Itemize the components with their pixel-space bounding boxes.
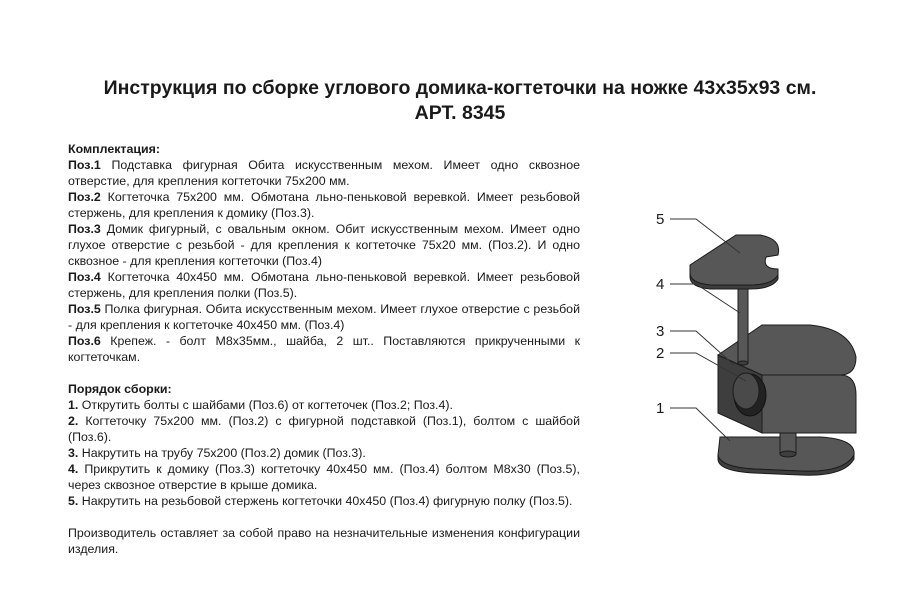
position-label-5: 5	[656, 211, 665, 228]
kit-item-pos: Поз.2	[68, 190, 101, 204]
kit-item-pos: Поз.3	[68, 222, 101, 236]
step-number: 5.	[68, 494, 79, 508]
step-text: Открутить болты с шайбами (Поз.6) от когтеточек (Поз.2; Поз.4).	[78, 398, 453, 412]
section-gap	[68, 509, 580, 525]
assembly-step-5	[68, 493, 580, 509]
kit-item-text: Подставка фигурная Обита искусственным мехом. Имеет одно сквозное отверстие, для крепления когтеточки 75х200 мм.	[68, 158, 580, 188]
step-number: 1.	[68, 398, 79, 412]
top-shelf	[690, 235, 779, 285]
step-number: 2.	[68, 414, 79, 428]
assembly-step-3	[68, 445, 580, 461]
kit-item-pos: Поз.6	[68, 334, 101, 348]
title-line-2: АРТ. 8345	[414, 102, 506, 124]
title-line-1: Инструкция по сборке углового домика-когтеточки на ножке 43х35х93 см.	[103, 77, 817, 99]
footer-note: Производитель оставляет за собой право на незначительные изменения конфигурации изделия.	[68, 526, 580, 556]
step-text: Прикрутить к домику (Поз.3) когтеточку 40х450 мм. (Поз.4) болтом М8х30 (Поз.5), через сквозное отверстие в крыше домика.	[68, 462, 580, 492]
kit-item-pos: Поз.1	[68, 158, 101, 172]
kit-item-pos: Поз.4	[68, 270, 101, 284]
assembly-step-4	[68, 461, 580, 493]
page-title	[0, 76, 920, 126]
position-label-4: 4	[656, 276, 665, 293]
lower-post-bottom	[780, 451, 796, 457]
step-text: Когтеточку 75х200 мм. (Поз.2) с фигурной подставкой (Поз.1), болтом с шайбой (Поз.6).	[68, 414, 580, 444]
kit-item-3	[68, 221, 580, 269]
step-text: Накрутить на трубу 75х200 (Поз.2) домик (Поз.3).	[78, 446, 366, 460]
position-label-1: 1	[656, 400, 665, 417]
upper-post-bottom	[738, 361, 748, 365]
assembly-step-2	[68, 413, 580, 445]
step-number: 3.	[68, 446, 79, 460]
kit-item-6	[68, 333, 580, 365]
kit-item-text: Когтеточка 75х200 мм. Обмотана льно-пеньковой веревкой. Имеет резьбовой стержень, для крепления к домику (Поз.3).	[68, 190, 580, 220]
step-number: 4.	[68, 462, 79, 476]
kit-item-4	[68, 269, 580, 301]
kit-item-1	[68, 157, 580, 189]
cat-tree-illustration	[650, 205, 870, 485]
kit-item-pos: Поз.5	[68, 302, 101, 316]
kit-item-5	[68, 301, 580, 333]
assembly-diagram	[650, 205, 870, 485]
kit-item-text: Полка фигурная. Обита искусственным мехом. Имеет глухое отверстие с резьбой - для крепления к когтеточке 40х450 мм. (Поз.4)	[68, 302, 580, 332]
kit-item-text: Крепеж. - болт М8х35мм., шайба, 2 шт.. Поставляются прикрученными к когтеточкам.	[68, 334, 580, 364]
kit-item-text: Домик фигурный, с овальным окном. Обит искусственным мехом. Имеет одно глухое отверстие с резьбой - для крепления к когтеточке 75х20 мм. (Поз.2). И одно сквозное - для крепления когтеточки (Поз.4)	[68, 222, 580, 268]
kit-heading: Комплектация:	[68, 142, 160, 156]
position-label-3: 3	[656, 323, 665, 340]
kit-item-text: Когтеточка 40х450 мм. Обмотана льно-пеньковой веревкой. Имеет резьбовой стержень, для крепления полки (Поз.5).	[68, 270, 580, 300]
kit-item-2	[68, 189, 580, 221]
section-gap	[68, 365, 580, 381]
assembly-step-1	[68, 397, 580, 413]
position-label-2: 2	[656, 345, 665, 362]
assembly-heading: Порядок сборки:	[68, 382, 172, 396]
house-window-rim	[733, 373, 759, 409]
house-body-front	[762, 375, 856, 433]
step-text: Накрутить на резьбовой стержень когтеточки 40х450 (Поз.4) фигурную полку (Поз.5).	[78, 494, 573, 508]
instructions-text	[68, 141, 580, 557]
